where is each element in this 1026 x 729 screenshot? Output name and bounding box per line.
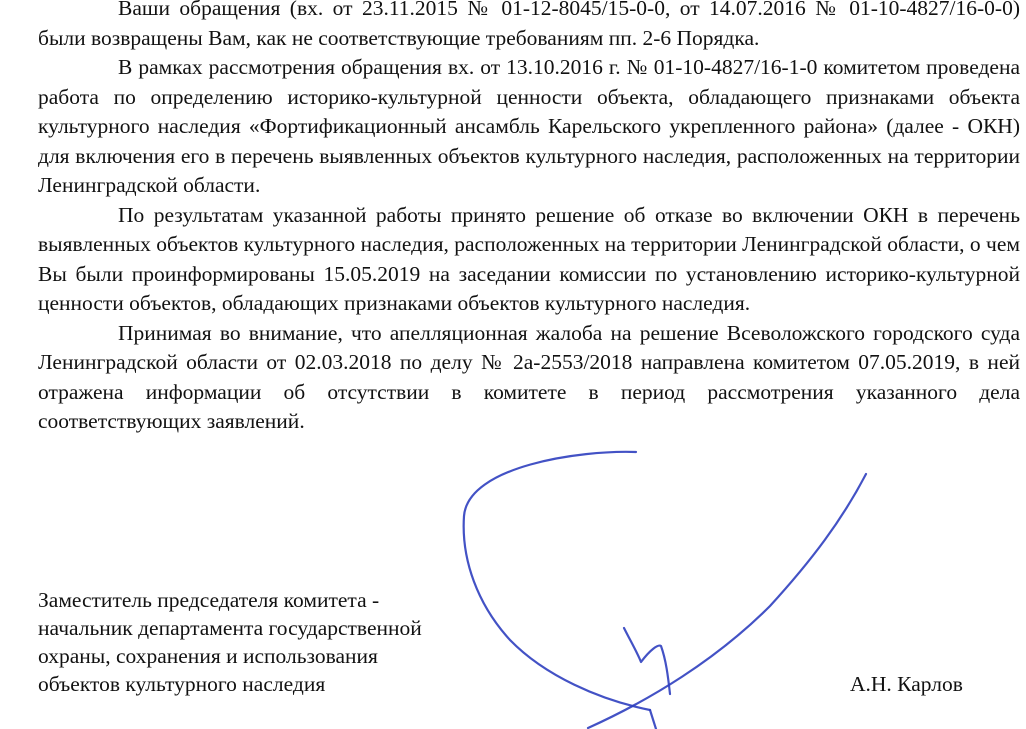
signature-stroke-long-diagonal (588, 474, 866, 728)
signatory-title-block (38, 586, 422, 698)
letter-body (38, 0, 1020, 437)
signatory-title-line: охраны, сохранения и использования (38, 644, 378, 668)
signature-stroke-loop (464, 452, 650, 710)
signatory-title-line: начальник департамента государственной (38, 616, 422, 640)
signatory-title-line: объектов культурного наследия (38, 672, 326, 696)
paragraph-returned-appeals: Ваши обращения (вх. от 23.11.2015 № 01-12-8045/15-0-0, от 14.07.2016 № 01-10-4827/16-0-0) были возвращены Вам, как не соответствующие требованиям пп. 2-6 Порядка. (38, 0, 1020, 50)
signature-stroke-tail (650, 710, 656, 729)
signatory-title-line: Заместитель председателя комитета - (38, 588, 380, 612)
paragraph-appeal-complaint: Принимая во внимание, что апелляционная жалоба на решение Всеволожского городского суда Ленинградской области от 02.03.2018 по делу № 2а-2553/2018 направлена комитетом 07.05.2019, в ней отражена информации об отсутствии в комитете в период рассмотрения указанного дела соответствующих заявлений. (38, 320, 1020, 433)
paragraph-refusal-decision: По результатам указанной работы принято решение об отказе во включении ОКН в перечень выявленных объектов культурного наследия, расположенных на территории Ленинградской области, о чем Вы были проинформированы 15.05.2019 на заседании комиссии по установлению историко-культурной ценности объектов, обладающих признаками объектов культурного наследия. (38, 202, 1020, 315)
signature-stroke-zigzag (624, 628, 670, 694)
signer-name: А.Н. Карлов (850, 672, 963, 696)
paragraph-heritage-review: В рамках рассмотрения обращения вх. от 13.10.2016 г. № 01-10-4827/16-1-0 комитетом проведена работа по определению историко-культурной ценности объекта, обладающего признаками объекта культурного наследия «Фортификационный ансамбль Карельского укрепленного района» (далее - ОКН) для включения его в перечень выявленных объектов культурного наследия, расположенных на территории Ленинградской области. (38, 55, 1020, 197)
